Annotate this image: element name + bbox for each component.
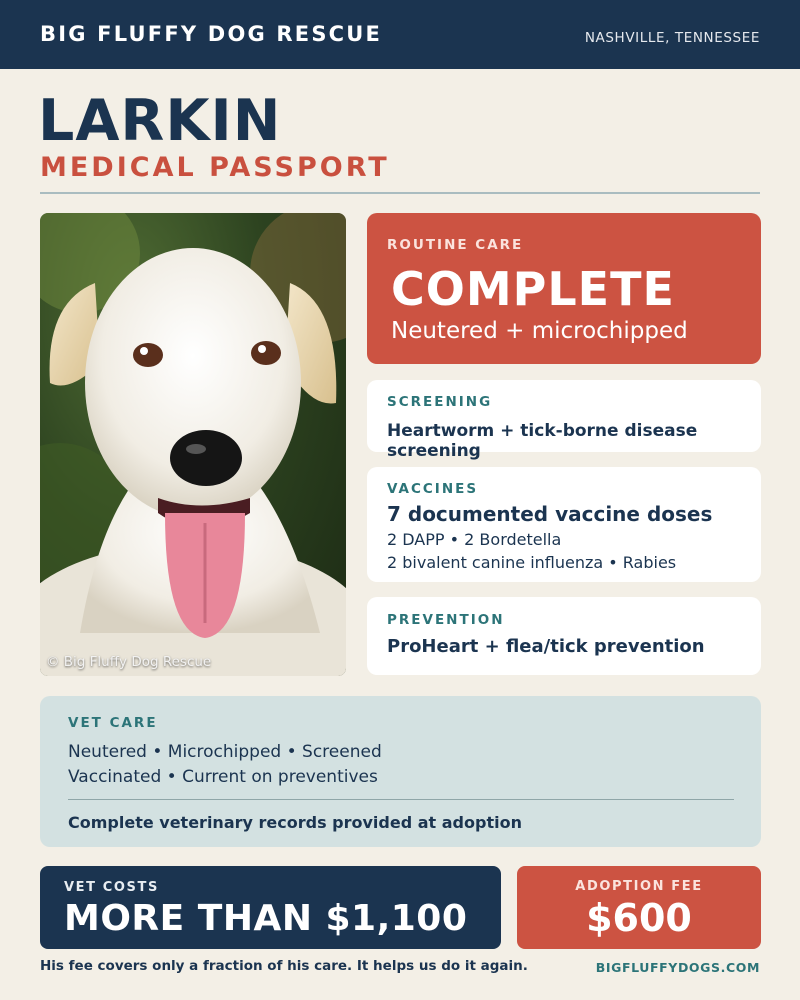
vet-care-line-2: Vaccinated • Current on preventives xyxy=(68,767,378,787)
dog-illustration xyxy=(40,213,346,676)
photo-credit: © Big Fluffy Dog Rescue xyxy=(46,654,212,670)
organization-name: BIG FLUFFY DOG RESCUE xyxy=(40,22,383,46)
routine-care-detail: Neutered + microchipped xyxy=(391,318,688,344)
vaccines-line-1: 2 DAPP • 2 Bordetella xyxy=(387,530,562,549)
prevention-label: PREVENTION xyxy=(387,612,505,628)
vet-care-divider xyxy=(68,799,734,800)
vet-costs-box xyxy=(40,866,501,949)
page-subtitle: MEDICAL PASSPORT xyxy=(40,152,390,183)
prevention-card xyxy=(367,597,761,675)
vaccines-label: VACCINES xyxy=(387,481,479,497)
routine-care-status: COMPLETE xyxy=(391,262,675,316)
screening-label: SCREENING xyxy=(387,394,493,410)
adoption-fee-value: $600 xyxy=(586,896,692,940)
adoption-fee-box xyxy=(517,866,761,949)
adoption-fee-label: ADOPTION FEE xyxy=(575,879,703,894)
title-divider xyxy=(40,192,760,194)
vaccines-card xyxy=(367,467,761,582)
footer-note: His fee covers only a fraction of his care. It helps us do it again. xyxy=(40,958,528,974)
vet-costs-label: VET COSTS xyxy=(64,880,159,895)
screening-text: Heartworm + tick-borne disease screening xyxy=(387,421,698,461)
website-link[interactable]: BIGFLUFFYDOGS.COM xyxy=(595,960,760,975)
dog-name: LARKIN xyxy=(38,88,282,154)
routine-care-label: ROUTINE CARE xyxy=(387,237,524,253)
dog-photo xyxy=(40,213,346,676)
location: NASHVILLE, TENNESSEE xyxy=(584,30,760,46)
vet-care-line-1: Neutered • Microchipped • Screened xyxy=(68,742,382,762)
screening-card xyxy=(367,380,761,461)
vaccines-headline: 7 documented vaccine doses xyxy=(387,502,713,526)
vet-care-note: Complete veterinary records provided at adoption xyxy=(68,813,522,832)
header-bar xyxy=(0,0,800,69)
vet-care-panel xyxy=(40,696,761,847)
vaccines-line-2: 2 bivalent canine influenza • Rabies xyxy=(387,553,677,572)
vet-care-label: VET CARE xyxy=(68,715,158,731)
prevention-text: ProHeart + flea/tick prevention xyxy=(387,636,705,657)
vet-costs-value: MORE THAN $1,100 xyxy=(64,898,468,939)
